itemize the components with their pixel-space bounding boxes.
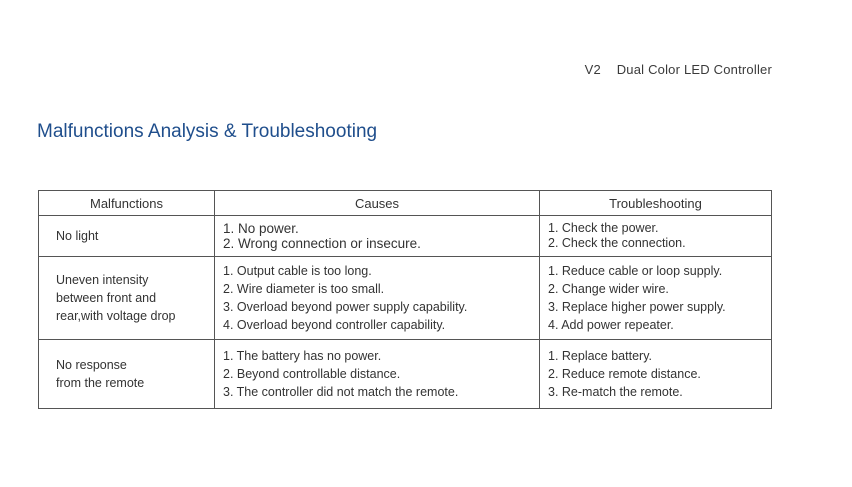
malfunction-text: No response — [56, 358, 127, 372]
fix-item: 3. Re-match the remote. — [548, 385, 683, 399]
malfunction-text: No light — [56, 229, 99, 243]
cause-item: 3. The controller did not match the remote. — [223, 385, 459, 399]
header-version: V2 — [584, 62, 601, 77]
troubleshooting-cell — [540, 257, 772, 340]
malfunction-cell — [39, 340, 215, 409]
malfunction-text: from the remote — [56, 376, 145, 390]
malfunction-text: Uneven intensity — [56, 273, 149, 287]
malfunction-text: between front and — [56, 291, 157, 305]
causes-cell — [215, 340, 540, 409]
fix-item: 1. Reduce cable or loop supply. — [548, 264, 723, 278]
cause-item: 1. Output cable is too long. — [223, 264, 372, 278]
fix-item: 1. Replace battery. — [548, 349, 652, 363]
cause-item: 4. Overload beyond controller capability. — [223, 318, 446, 332]
cause-item: 1. The battery has no power. — [223, 349, 382, 363]
malfunction-cell — [39, 257, 215, 340]
fix-item: 2. Reduce remote distance. — [548, 367, 701, 381]
malfunction-text: rear,with voltage drop — [56, 309, 176, 323]
fix-item: 2. Change wider wire. — [548, 282, 669, 296]
cause-item: 2. Beyond controllable distance. — [223, 367, 401, 381]
section-title: Malfunctions Analysis & Troubleshooting — [37, 121, 378, 142]
cause-item: 3. Overload beyond power supply capability. — [223, 300, 468, 314]
troubleshooting-cell — [540, 340, 772, 409]
document-header — [585, 62, 772, 77]
causes-cell — [215, 216, 540, 257]
fix-item: 3. Replace higher power supply. — [548, 300, 726, 314]
troubleshooting-cell — [540, 216, 772, 257]
fix-item: 2. Check the connection. — [548, 236, 686, 250]
table-row — [39, 340, 772, 409]
malfunction-cell — [39, 216, 215, 257]
table-header-row — [39, 191, 772, 216]
table-row — [39, 257, 772, 340]
header-causes: Causes — [215, 191, 540, 216]
header-product-name: Dual Color LED Controller — [616, 62, 772, 77]
causes-cell — [215, 257, 540, 340]
header-troubleshooting: Troubleshooting — [540, 191, 772, 216]
cause-item: 2. Wire diameter is too small. — [223, 282, 385, 296]
table-row — [39, 216, 772, 257]
cause-item: 2. Wrong connection or insecure. — [223, 236, 421, 251]
fix-item: 1. Check the power. — [548, 221, 659, 235]
fix-item: 4. Add power repeater. — [548, 318, 674, 332]
cause-item: 1. No power. — [223, 221, 299, 236]
header-malfunctions: Malfunctions — [39, 191, 215, 216]
troubleshooting-table — [38, 190, 772, 409]
